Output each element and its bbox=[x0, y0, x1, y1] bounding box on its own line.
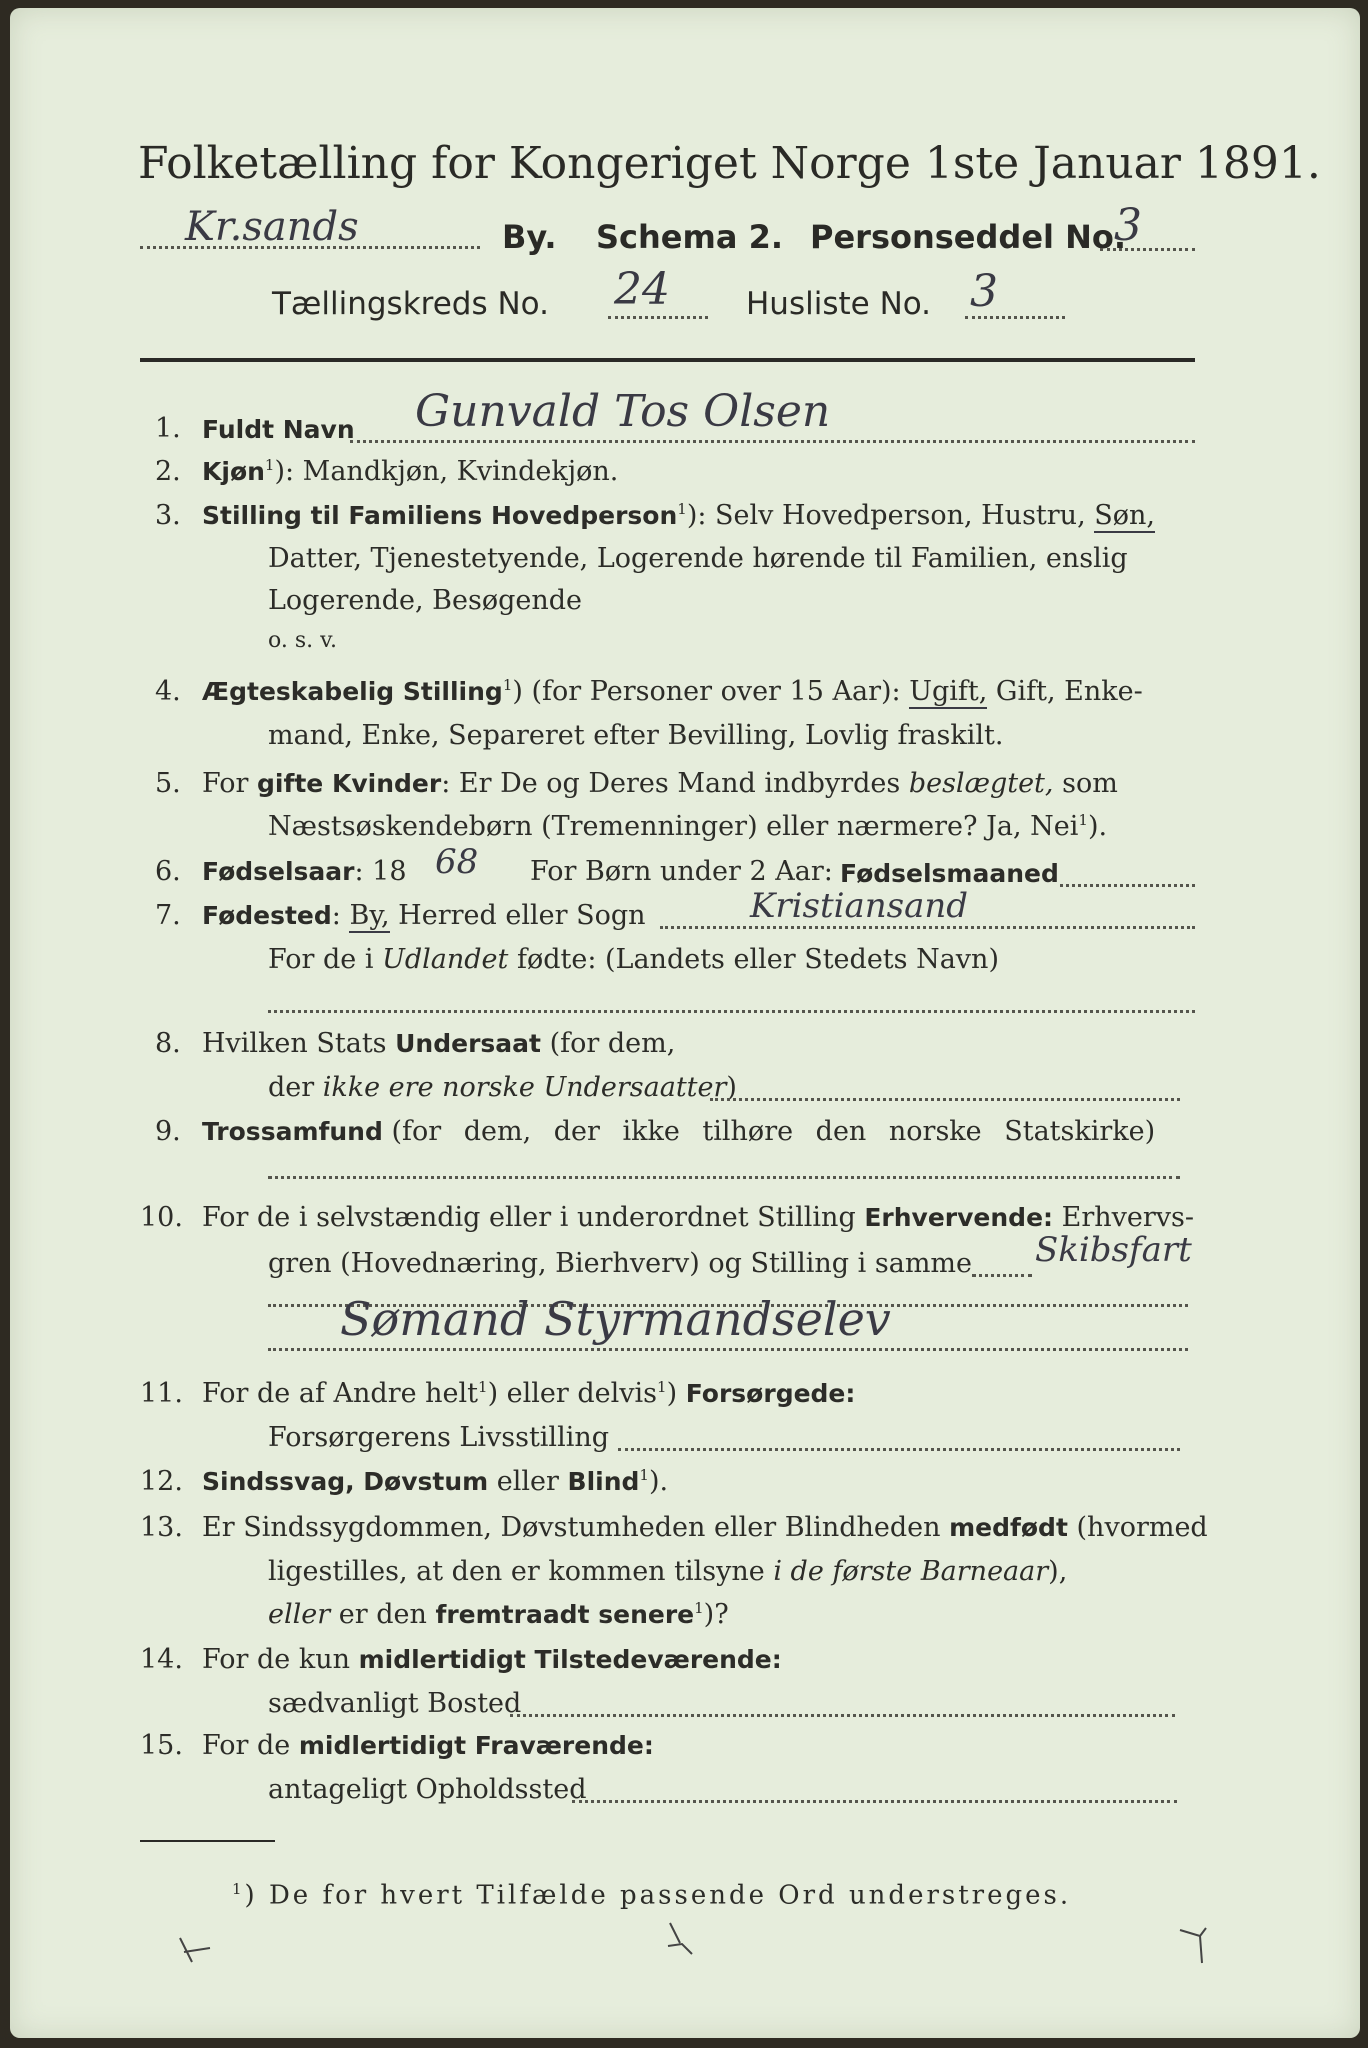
q7-label: Fødested bbox=[202, 901, 332, 930]
footnote-text: ) De for hvert Tilfælde passende Ord understreges. bbox=[244, 1880, 1072, 1911]
q7-text1: Herred eller Sogn bbox=[398, 900, 646, 931]
q13-text1b: (hvormed bbox=[1076, 1512, 1208, 1543]
q13-text3b: )? bbox=[703, 1599, 729, 1630]
q15-label: midlertidigt Fraværende: bbox=[298, 1731, 654, 1760]
q10-answer2: Sømand Styrmandselev bbox=[340, 1292, 891, 1346]
q6-label2: Fødselsmaaned bbox=[840, 859, 1059, 888]
q13-text3a: er den bbox=[338, 1599, 427, 1630]
q8-italic: ikke ere norske Undersaatter bbox=[322, 1072, 727, 1103]
q11-text1b: ) eller delvis bbox=[487, 1378, 658, 1409]
q13-label1: medfødt bbox=[949, 1513, 1068, 1542]
q13-italic2: eller bbox=[268, 1599, 331, 1630]
q6-mid: For Børn under 2 Aar: bbox=[530, 856, 833, 887]
q6-prefix: : 18 bbox=[354, 856, 407, 887]
q11-text1c: ) bbox=[666, 1378, 678, 1409]
q12-line bbox=[202, 1466, 668, 1497]
q7-line2 bbox=[268, 944, 999, 975]
q14-line1 bbox=[202, 1644, 782, 1675]
q13-line3 bbox=[268, 1599, 729, 1630]
q12-end: ). bbox=[648, 1466, 669, 1497]
q9-text: (for dem, der ikke tilhøre den norske Statskirke) bbox=[391, 1116, 1156, 1147]
q8-line1 bbox=[202, 1028, 675, 1059]
q13-line2 bbox=[268, 1556, 1067, 1587]
q7-text2b: fødte: (Landets eller Stedets Navn) bbox=[516, 944, 999, 975]
q8-answer-line bbox=[710, 1098, 1180, 1101]
q14-line2: sædvanligt Bosted bbox=[268, 1688, 522, 1719]
q11-text1a: For de af Andre helt bbox=[202, 1378, 479, 1409]
personseddel-label: Personseddel No. bbox=[810, 218, 1127, 256]
q8-label: Undersaat bbox=[395, 1029, 541, 1058]
q10-line2: gren (Hovednæring, Bierhverv) og Stilling i samme bbox=[268, 1248, 973, 1279]
q1-label: Fuldt Navn bbox=[202, 415, 355, 444]
q3-line2: Datter, Tjenestetyende, Logerende hørende til Familien, enslig bbox=[268, 543, 1128, 574]
q15-prefix: For de bbox=[202, 1730, 291, 1761]
q5-text1: : Er De og Deres Mand indbyrdes bbox=[441, 768, 901, 799]
q11-sup2: 1 bbox=[657, 1378, 667, 1396]
q6-line bbox=[202, 856, 407, 887]
q7-text2a: For de i bbox=[268, 944, 374, 975]
q4-line1 bbox=[202, 676, 1143, 707]
q5-text2: Næstsøskendebørn (Tremenninger) eller nærmere? Ja, Nei bbox=[268, 811, 1079, 842]
taellingskreds-value: 24 bbox=[614, 264, 670, 315]
q2-line bbox=[202, 456, 618, 487]
q13-text1a: Er Sindssygdommen, Døvstumheden eller Blindheden bbox=[202, 1512, 941, 1543]
q11-answer-line bbox=[618, 1448, 1180, 1451]
q12-number: 12. bbox=[140, 1466, 183, 1497]
q12-label-a: Sindssvag, Døvstum bbox=[202, 1467, 489, 1496]
q7-italic: Udlandet bbox=[382, 944, 509, 975]
husliste-value: 3 bbox=[970, 266, 998, 317]
q2-sup: 1 bbox=[264, 456, 275, 474]
q7-answer-line bbox=[660, 926, 1195, 929]
q10-text1b: Erhvervs- bbox=[1061, 1202, 1195, 1233]
q12-sup: 1 bbox=[639, 1466, 649, 1484]
q9-label: Trossamfund bbox=[202, 1117, 383, 1146]
q8-line2 bbox=[268, 1072, 737, 1103]
q9-number: 9. bbox=[155, 1116, 181, 1147]
q5-label: gifte Kvinder bbox=[257, 769, 442, 798]
q3-line1 bbox=[202, 500, 1155, 531]
footnote bbox=[232, 1880, 1071, 1911]
q15-answer-line bbox=[572, 1800, 1177, 1803]
q11-line2: Forsørgerens Livsstilling bbox=[268, 1422, 610, 1453]
q5-text2-end: ). bbox=[1087, 811, 1108, 842]
q4-underlined-ugift: Ugift, bbox=[909, 676, 988, 707]
q5-line2 bbox=[268, 811, 1107, 842]
q15-line2: antageligt Opholdssted bbox=[268, 1774, 587, 1805]
q2-number: 2. bbox=[155, 456, 181, 487]
q11-line1 bbox=[202, 1378, 855, 1409]
q11-sup1: 1 bbox=[478, 1378, 488, 1396]
personseddel-dotted-line bbox=[1100, 248, 1195, 251]
q13-label2: fremtraadt senere bbox=[435, 1600, 695, 1629]
q7-colon: : bbox=[331, 900, 341, 931]
q4-text1: ) (for Personer over 15 Aar): bbox=[512, 676, 901, 707]
census-form-page bbox=[10, 8, 1360, 2038]
q6-label: Fødselsaar bbox=[202, 857, 355, 886]
q8-prefix: Hvilken Stats bbox=[202, 1028, 387, 1059]
form-title: Folketælling for Kongeriget Norge 1ste Januar 1891. bbox=[138, 138, 1321, 189]
footnote-sup: 1 bbox=[232, 1880, 245, 1898]
q5-sup: 1 bbox=[1078, 811, 1088, 829]
q6-number: 6. bbox=[155, 856, 181, 887]
q7-underlined-by: By, bbox=[349, 900, 390, 931]
q13-sup: 1 bbox=[694, 1599, 704, 1617]
q3-underlined-son: Søn, bbox=[1094, 500, 1155, 531]
q6-answer: 68 bbox=[435, 842, 479, 882]
q5-italic: beslægtet, bbox=[908, 768, 1054, 799]
q3-text1: ): Selv Hovedperson, Hustru, bbox=[686, 500, 1086, 531]
q7-number: 7. bbox=[155, 900, 181, 931]
q3-line3: Logerende, Besøgende bbox=[268, 585, 582, 616]
q7-foreign-line bbox=[268, 1010, 1195, 1013]
q3-line4: o. s. v. bbox=[268, 628, 337, 653]
q12-mid: eller bbox=[496, 1466, 559, 1497]
q13-text2b: ), bbox=[1048, 1556, 1068, 1587]
q7-answer: Kristiansand bbox=[750, 886, 969, 926]
q1-answer: Gunvald Tos Olsen bbox=[415, 386, 831, 437]
q4-line2: mand, Enke, Separeret efter Bevilling, Lovlig fraskilt. bbox=[268, 720, 1004, 751]
q4-sup: 1 bbox=[502, 676, 513, 694]
q10-number: 10. bbox=[140, 1202, 183, 1233]
taellingskreds-label: Tællingskreds No. bbox=[272, 286, 549, 322]
taellingskreds-dotted-line bbox=[608, 316, 708, 319]
q10-label: Erhvervende: bbox=[864, 1203, 1054, 1232]
q8-suffix: (for dem, bbox=[549, 1028, 676, 1059]
q8-text2a: der bbox=[268, 1072, 315, 1103]
q5-number: 5. bbox=[155, 768, 181, 799]
q5-line1 bbox=[202, 768, 1118, 799]
city-handwritten: Kr.sands bbox=[185, 204, 359, 250]
q1-number: 1. bbox=[155, 413, 181, 444]
q15-number: 15. bbox=[140, 1730, 183, 1761]
q10-answer-line3 bbox=[268, 1348, 1188, 1351]
q13-line1 bbox=[202, 1512, 1208, 1543]
q2-text: ): Mandkjøn, Kvindekjøn. bbox=[274, 456, 619, 487]
q14-answer-line bbox=[510, 1714, 1175, 1717]
q4-number: 4. bbox=[155, 676, 181, 707]
husliste-label: Husliste No. bbox=[746, 286, 932, 322]
q13-text2a: ligestilles, at den er kommen tilsyne bbox=[268, 1556, 765, 1587]
pencil-marks bbox=[170, 1918, 1220, 1978]
q4-text1b: Gift, Enke- bbox=[995, 676, 1143, 707]
q8-text2b: ) bbox=[726, 1072, 737, 1103]
q14-label: midlertidigt Tilstedeværende: bbox=[358, 1645, 782, 1674]
q14-prefix: For de kun bbox=[202, 1644, 350, 1675]
q4-label: Ægteskabelig Stilling bbox=[202, 677, 503, 706]
q15-line1 bbox=[202, 1730, 654, 1761]
q8-number: 8. bbox=[155, 1028, 181, 1059]
q10-answer-line1 bbox=[972, 1274, 1032, 1277]
by-label: By. bbox=[502, 218, 557, 256]
q6-answer-line bbox=[1060, 884, 1195, 887]
q11-number: 11. bbox=[140, 1378, 183, 1409]
husliste-dotted-line bbox=[965, 316, 1065, 319]
q1-answer-line bbox=[350, 440, 1195, 443]
q11-label: Forsørgede: bbox=[685, 1379, 856, 1408]
q5-prefix: For bbox=[202, 768, 249, 799]
schema-label: Schema 2. bbox=[596, 218, 783, 256]
q14-number: 14. bbox=[140, 1644, 183, 1675]
q3-number: 3. bbox=[155, 500, 181, 531]
q10-answer1: Skibsfart bbox=[1035, 1230, 1192, 1270]
q7-line1 bbox=[202, 900, 646, 931]
q2-label: Kjøn bbox=[202, 457, 265, 486]
q9-answer-line bbox=[268, 1176, 1180, 1179]
q5-text1b: som bbox=[1062, 768, 1118, 799]
q13-italic: i de første Barneaar bbox=[773, 1556, 1049, 1587]
q10-text1a: For de i selvstændig eller i underordnet Stilling bbox=[202, 1202, 856, 1233]
q13-number: 13. bbox=[140, 1512, 183, 1543]
q12-label-b: Blind bbox=[567, 1467, 640, 1496]
q3-label: Stilling til Familiens Hovedperson bbox=[202, 501, 678, 530]
footnote-rule bbox=[140, 1840, 275, 1842]
q3-sup: 1 bbox=[677, 500, 687, 518]
header-rule bbox=[140, 358, 1195, 362]
q9-line bbox=[202, 1116, 1155, 1147]
q10-line1 bbox=[202, 1202, 1194, 1233]
personseddel-value: 3 bbox=[1114, 200, 1142, 251]
